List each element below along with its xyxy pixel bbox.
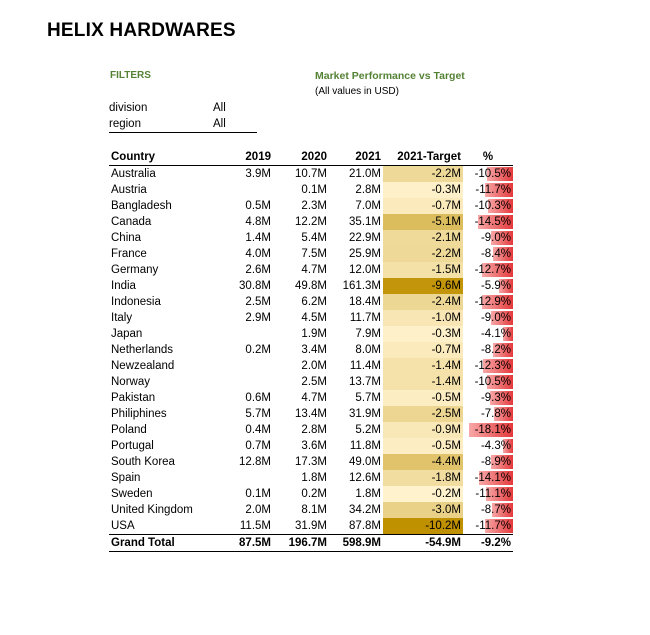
cell-pct[interactable] (463, 230, 513, 246)
cell-country[interactable]: Canada (111, 216, 152, 228)
cell-country[interactable]: United Kingdom (111, 504, 193, 516)
cell-country[interactable]: India (111, 280, 136, 292)
table-row (109, 198, 513, 214)
cell-2020[interactable]: 3.4M (301, 344, 327, 356)
cell-diff[interactable]: -0.3M (383, 326, 463, 342)
cell-diff[interactable]: -1.8M (383, 470, 463, 486)
cell-diff[interactable]: -2.4M (383, 294, 463, 310)
cell-diff[interactable]: -1.4M (383, 374, 463, 390)
cell-2019[interactable]: 0.5M (245, 200, 271, 212)
pct-text: -12.9% (474, 296, 511, 308)
cell-2020[interactable]: 1.9M (301, 328, 327, 340)
cell-2021[interactable]: 87.8M (349, 520, 381, 532)
cell-pct[interactable] (463, 198, 513, 214)
pct-text: -4.3% (480, 440, 511, 452)
cell-2021[interactable]: 7.9M (355, 328, 381, 340)
cell-diff[interactable]: -0.5M (383, 390, 463, 406)
cell-2020[interactable]: 13.4M (295, 408, 327, 420)
pct-text: -9.0% (480, 232, 511, 244)
table-row (109, 326, 513, 342)
cell-2020[interactable]: 4.5M (301, 312, 327, 324)
cell-country[interactable]: Indonesia (111, 296, 161, 308)
cell-country[interactable]: Bangladesh (111, 200, 172, 212)
cell-pct[interactable] (463, 486, 513, 502)
cell-country[interactable]: Poland (111, 424, 147, 436)
cell-country[interactable]: Italy (111, 312, 133, 324)
cell-country[interactable]: Germany (111, 264, 159, 276)
pct-text: -10.5% (474, 168, 511, 180)
table-row (109, 262, 513, 278)
table-row (109, 390, 513, 406)
pct-text: -12.3% (474, 360, 511, 372)
pct-text: -11.7% (475, 184, 511, 196)
cell-2021[interactable]: 5.2M (355, 424, 381, 436)
cell-2020[interactable]: 12.2M (295, 216, 327, 228)
cell-pct[interactable] (463, 262, 513, 278)
cell-2019[interactable]: 30.8M (239, 280, 271, 292)
pivot-table (109, 149, 513, 552)
cell-country[interactable]: Australia (111, 168, 156, 180)
cell-pct[interactable] (463, 502, 513, 518)
total-2020[interactable]: 196.7M (273, 535, 329, 552)
cell-2021[interactable]: 13.7M (349, 376, 381, 388)
cell-pct[interactable] (463, 342, 513, 358)
cell-2019[interactable]: 0.7M (245, 440, 271, 452)
table-row (109, 294, 513, 310)
pct-text: -5.9% (480, 280, 511, 292)
cell-2021[interactable]: 12.6M (349, 472, 381, 484)
header-2021[interactable]: 2021 (329, 149, 383, 166)
cell-country[interactable]: France (111, 248, 147, 260)
cell-2021[interactable]: 22.9M (349, 232, 381, 244)
cell-2019[interactable] (217, 374, 273, 390)
table-row (109, 230, 513, 246)
cell-pct[interactable] (463, 390, 513, 406)
cell-2021[interactable]: 11.4M (349, 360, 381, 372)
cell-2021[interactable]: 18.4M (349, 296, 381, 308)
cell-2019[interactable]: 0.2M (245, 344, 271, 356)
total-diff[interactable]: -54.9M (383, 535, 463, 552)
header-country[interactable]: Country (109, 149, 217, 166)
pct-text: -14.1% (474, 472, 511, 484)
cell-2019[interactable]: 12.8M (239, 456, 271, 468)
cell-country[interactable]: Pakistan (111, 392, 156, 404)
pct-text: -8.9% (480, 456, 511, 468)
cell-diff[interactable]: -2.5M (383, 406, 463, 422)
table-row (109, 422, 513, 438)
cell-2020[interactable]: 2.0M (301, 360, 327, 372)
report-subheading: (All values in USD) (315, 86, 399, 97)
cell-2019[interactable]: 5.7M (245, 408, 271, 420)
table-row (109, 342, 513, 358)
header-2021-target[interactable]: 2021-Target (383, 149, 463, 166)
cell-diff[interactable]: -0.7M (383, 342, 463, 358)
cell-2020[interactable]: 2.3M (301, 200, 327, 212)
header-pct[interactable]: % (463, 149, 513, 166)
cell-country[interactable]: China (111, 232, 142, 244)
cell-pct[interactable] (463, 454, 513, 470)
pct-text: -12.7% (474, 264, 511, 276)
cell-pct[interactable] (463, 470, 513, 486)
report-heading: Market Performance vs Target (315, 70, 465, 82)
cell-pct[interactable] (463, 406, 513, 422)
total-2021[interactable]: 598.9M (329, 535, 383, 552)
table-row (109, 246, 513, 262)
filter-value[interactable]: All (213, 102, 226, 114)
cell-diff[interactable]: -9.6M (383, 278, 463, 294)
cell-2021[interactable]: 35.1M (349, 216, 381, 228)
cell-2020[interactable]: 31.9M (295, 520, 327, 532)
cell-2021[interactable]: 25.9M (349, 248, 381, 260)
cell-diff[interactable]: -1.0M (383, 310, 463, 326)
cell-2019[interactable]: 0.1M (245, 488, 271, 500)
cell-2021[interactable]: 11.8M (349, 440, 381, 452)
cell-pct[interactable] (463, 166, 513, 183)
cell-2019[interactable]: 1.4M (245, 232, 271, 244)
filter-region[interactable] (109, 116, 257, 132)
cell-diff[interactable]: -0.3M (383, 182, 463, 198)
total-pct[interactable]: -9.2% (463, 535, 513, 552)
table-row (109, 278, 513, 294)
cell-2021[interactable]: 1.8M (355, 488, 381, 500)
cell-pct[interactable] (463, 422, 513, 438)
pct-text: -8.2% (480, 344, 511, 356)
table-row (109, 182, 513, 198)
cell-2019[interactable] (217, 358, 273, 374)
cell-2021[interactable]: 7.0M (355, 200, 381, 212)
cell-diff[interactable]: -3.0M (383, 502, 463, 518)
cell-country[interactable]: Austria (111, 184, 147, 196)
header-2020[interactable]: 2020 (273, 149, 329, 166)
cell-2021[interactable]: 8.0M (355, 344, 381, 356)
cell-2020[interactable]: 49.8M (295, 280, 327, 292)
total-label[interactable]: Grand Total (109, 535, 217, 552)
pct-text: -18.1% (474, 424, 511, 436)
cell-pct[interactable] (463, 214, 513, 230)
table-row (109, 310, 513, 326)
cell-pct[interactable] (463, 310, 513, 326)
cell-2020[interactable]: 10.7M (295, 168, 327, 180)
cell-country[interactable]: Japan (111, 328, 143, 340)
table-row (109, 486, 513, 502)
cell-2019[interactable] (217, 470, 273, 486)
cell-2019[interactable] (217, 326, 273, 342)
table-row (109, 166, 513, 183)
pct-text: -8.4% (480, 248, 511, 260)
cell-pct[interactable] (463, 374, 513, 390)
table-header-row (109, 149, 513, 166)
cell-2019[interactable]: 2.0M (245, 504, 271, 516)
cell-2020[interactable]: 2.8M (301, 424, 327, 436)
cell-2019[interactable]: 3.9M (245, 168, 271, 180)
cell-diff[interactable]: -2.2M (383, 166, 463, 183)
header-2019[interactable]: 2019 (217, 149, 273, 166)
pct-text: -8.7% (480, 504, 511, 516)
table-body (109, 166, 513, 535)
cell-country[interactable]: Netherlands (111, 344, 174, 356)
cell-diff[interactable]: -1.4M (383, 358, 463, 374)
cell-country[interactable]: Portugal (111, 440, 154, 452)
filter-value[interactable]: All (213, 118, 226, 130)
table-row (109, 374, 513, 390)
cell-2019[interactable]: 4.0M (245, 248, 271, 260)
cell-pct[interactable] (463, 278, 513, 294)
cell-pct[interactable] (463, 518, 513, 535)
cell-diff[interactable]: -0.2M (383, 486, 463, 502)
cell-2020[interactable]: 4.7M (301, 392, 327, 404)
filters-panel (109, 100, 257, 133)
cell-2020[interactable]: 0.2M (301, 488, 327, 500)
filter-division[interactable] (109, 100, 257, 116)
cell-diff[interactable]: -1.5M (383, 262, 463, 278)
cell-2019[interactable]: 0.4M (245, 424, 271, 436)
pct-text: -4.1% (480, 328, 511, 340)
cell-pct[interactable] (463, 294, 513, 310)
cell-2020[interactable]: 1.8M (301, 472, 327, 484)
cell-diff[interactable]: -0.5M (383, 438, 463, 454)
cell-country[interactable]: Spain (111, 472, 141, 484)
cell-country[interactable]: Sweden (111, 488, 153, 500)
cell-2020[interactable]: 5.4M (301, 232, 327, 244)
cell-pct[interactable] (463, 326, 513, 342)
cell-diff[interactable]: -2.1M (383, 230, 463, 246)
pct-text: -11.1% (475, 488, 511, 500)
cell-2020[interactable]: 8.1M (301, 504, 327, 516)
cell-2020[interactable]: 0.1M (301, 184, 327, 196)
table-row (109, 470, 513, 486)
cell-2021[interactable]: 161.3M (342, 280, 381, 292)
cell-diff[interactable]: -5.1M (383, 214, 463, 230)
cell-2021[interactable]: 21.0M (349, 168, 381, 180)
cell-country[interactable]: Philiphines (111, 408, 167, 420)
cell-pct[interactable] (463, 358, 513, 374)
cell-2020[interactable]: 6.2M (301, 296, 327, 308)
table-row (109, 454, 513, 470)
cell-2021[interactable]: 34.2M (349, 504, 381, 516)
pct-text: -7.8% (480, 408, 511, 420)
report-title: HELIX HARDWARES (47, 20, 236, 41)
cell-pct[interactable] (463, 246, 513, 262)
table-row (109, 518, 513, 535)
cell-diff[interactable]: -2.2M (383, 246, 463, 262)
cell-2021[interactable]: 49.0M (349, 456, 381, 468)
table-row (109, 502, 513, 518)
cell-2019[interactable]: 0.6M (245, 392, 271, 404)
cell-2019[interactable] (217, 182, 273, 198)
total-2019[interactable]: 87.5M (217, 535, 273, 552)
table-row (109, 214, 513, 230)
cell-country[interactable]: South Korea (111, 456, 175, 468)
cell-2020[interactable]: 3.6M (301, 440, 327, 452)
pct-text: -10.3% (474, 200, 511, 212)
filter-label: division (109, 102, 148, 114)
pct-text: -9.3% (480, 392, 511, 404)
cell-country[interactable]: Newzealand (111, 360, 175, 372)
pct-text: -14.5% (474, 216, 511, 228)
cell-2019[interactable]: 2.5M (245, 296, 271, 308)
cell-2020[interactable]: 2.5M (301, 376, 327, 388)
filters-heading: FILTERS (110, 70, 151, 81)
cell-2020[interactable]: 7.5M (301, 248, 327, 260)
cell-country[interactable]: Norway (111, 376, 150, 388)
pct-text: -11.7% (475, 520, 511, 532)
cell-2021[interactable]: 11.7M (349, 312, 381, 324)
pct-text: -10.5% (474, 376, 511, 388)
cell-2019[interactable]: 2.9M (245, 312, 271, 324)
cell-2019[interactable]: 11.5M (239, 520, 271, 532)
cell-diff[interactable]: -0.9M (383, 422, 463, 438)
cell-diff[interactable]: -10.2M (383, 518, 463, 535)
table-row (109, 438, 513, 454)
pct-text: -9.0% (480, 312, 511, 324)
cell-pct[interactable] (463, 438, 513, 454)
cell-2019[interactable]: 2.6M (245, 264, 271, 276)
cell-country[interactable]: USA (111, 520, 135, 532)
cell-2021[interactable]: 31.9M (349, 408, 381, 420)
cell-2019[interactable]: 4.8M (245, 216, 271, 228)
table-row (109, 406, 513, 422)
cell-2020[interactable]: 4.7M (301, 264, 327, 276)
grand-total-row (109, 535, 513, 552)
filter-label: region (109, 118, 141, 130)
cell-2021[interactable]: 12.0M (349, 264, 381, 276)
cell-2021[interactable]: 5.7M (355, 392, 381, 404)
cell-diff[interactable]: -0.7M (383, 198, 463, 214)
cell-2020[interactable]: 17.3M (295, 456, 327, 468)
cell-diff[interactable]: -4.4M (383, 454, 463, 470)
cell-pct[interactable] (463, 182, 513, 198)
cell-2021[interactable]: 2.8M (355, 184, 381, 196)
table-row (109, 358, 513, 374)
